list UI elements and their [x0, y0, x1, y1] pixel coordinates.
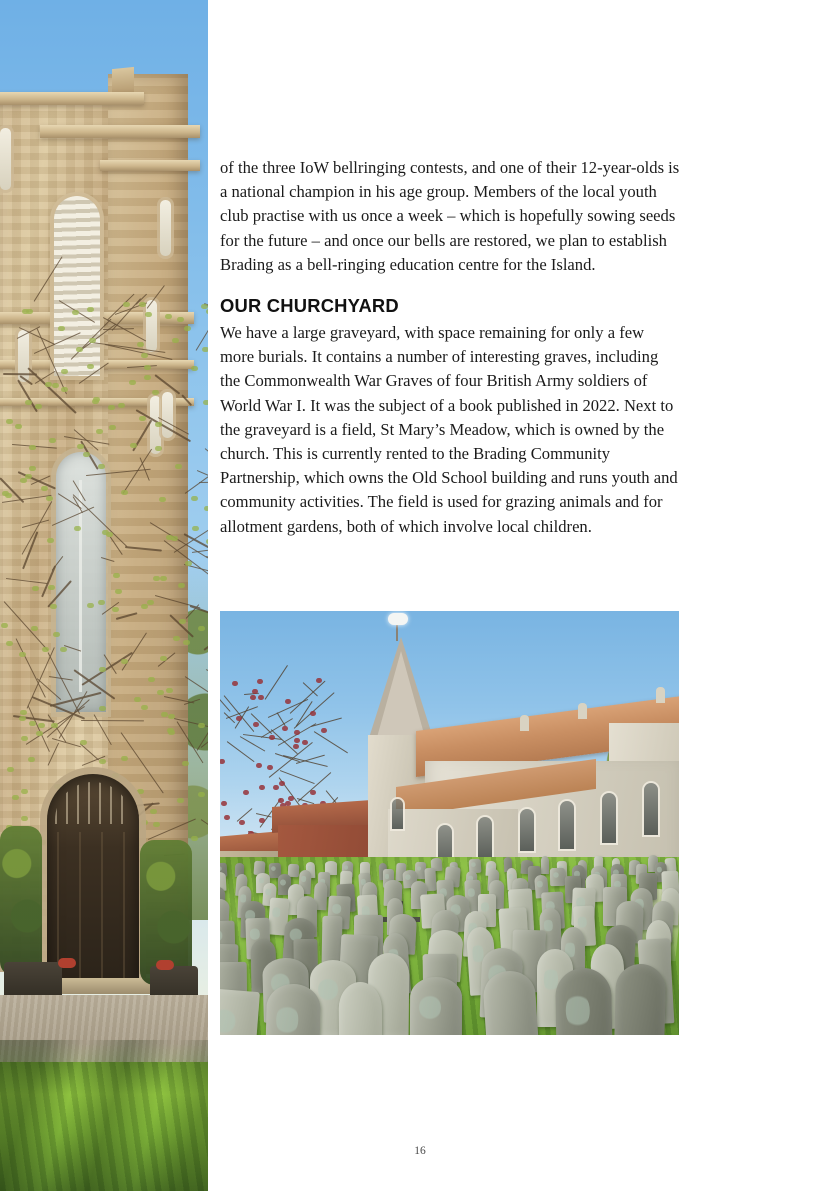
tower-window: [392, 799, 403, 829]
roof-pinnacle: [520, 715, 529, 731]
church-window: [520, 809, 534, 851]
headstone: [220, 988, 260, 1035]
shrub: [0, 826, 42, 976]
church-window: [644, 783, 658, 835]
page-number: 16: [414, 1145, 426, 1157]
lawn: [0, 1062, 208, 1191]
headstone: [410, 977, 462, 1035]
churchyard-photo: [220, 611, 679, 1035]
church-window: [602, 793, 616, 843]
weathervane-icon: [396, 617, 398, 641]
church-spire-highlight: [376, 651, 426, 741]
church-tower-photo: [0, 0, 208, 1191]
churchyard-paragraph: We have a large graveyard, with space remaining for only a few more burials. It contains a number of interesting graves, including the Commonwealth War Graves of four British Army soldiers of World War I. It was the subject of a book published in 2022. Next to the graveyard is a field, St Mary’s Meadow, which is owned by the church. This is currently rented to the Brading Community Partnership, which owns the Old School building and runs youth and community activities. The field is used for grazing animals and for allotment gardens, both of which involve local children.: [220, 323, 678, 536]
text-column: [220, 156, 680, 539]
headstone: [338, 982, 382, 1035]
string-course: [0, 92, 144, 105]
headstone: [550, 868, 565, 886]
string-course: [100, 160, 200, 171]
continued-paragraph: of the three IoW bellringing contests, and one of their 12-year-olds is a national champion in his age group. Members of the local youth club practise with us once a week – which is hopefully sowing seeds for the future – and once our bells are restored, we plan to establish Brading as a bell-ringing education centre for the Island.: [220, 158, 680, 274]
flower: [156, 960, 174, 970]
slit-window: [160, 200, 171, 256]
string-course: [40, 125, 200, 138]
church-window: [560, 801, 574, 849]
headstone: [541, 856, 549, 874]
headstone: [613, 963, 665, 1035]
roof-pinnacle: [578, 703, 587, 719]
door-step: [52, 978, 158, 994]
section-heading-our-churchyard: OUR CHURCHYARD: [220, 295, 399, 317]
church-window: [478, 817, 492, 859]
slit-window: [0, 128, 11, 190]
flower: [58, 958, 76, 968]
tower-stub: [112, 67, 134, 95]
headstone: [555, 968, 613, 1035]
headstone: [265, 983, 321, 1035]
roof-pinnacle: [656, 687, 665, 703]
arched-door: [47, 774, 139, 986]
